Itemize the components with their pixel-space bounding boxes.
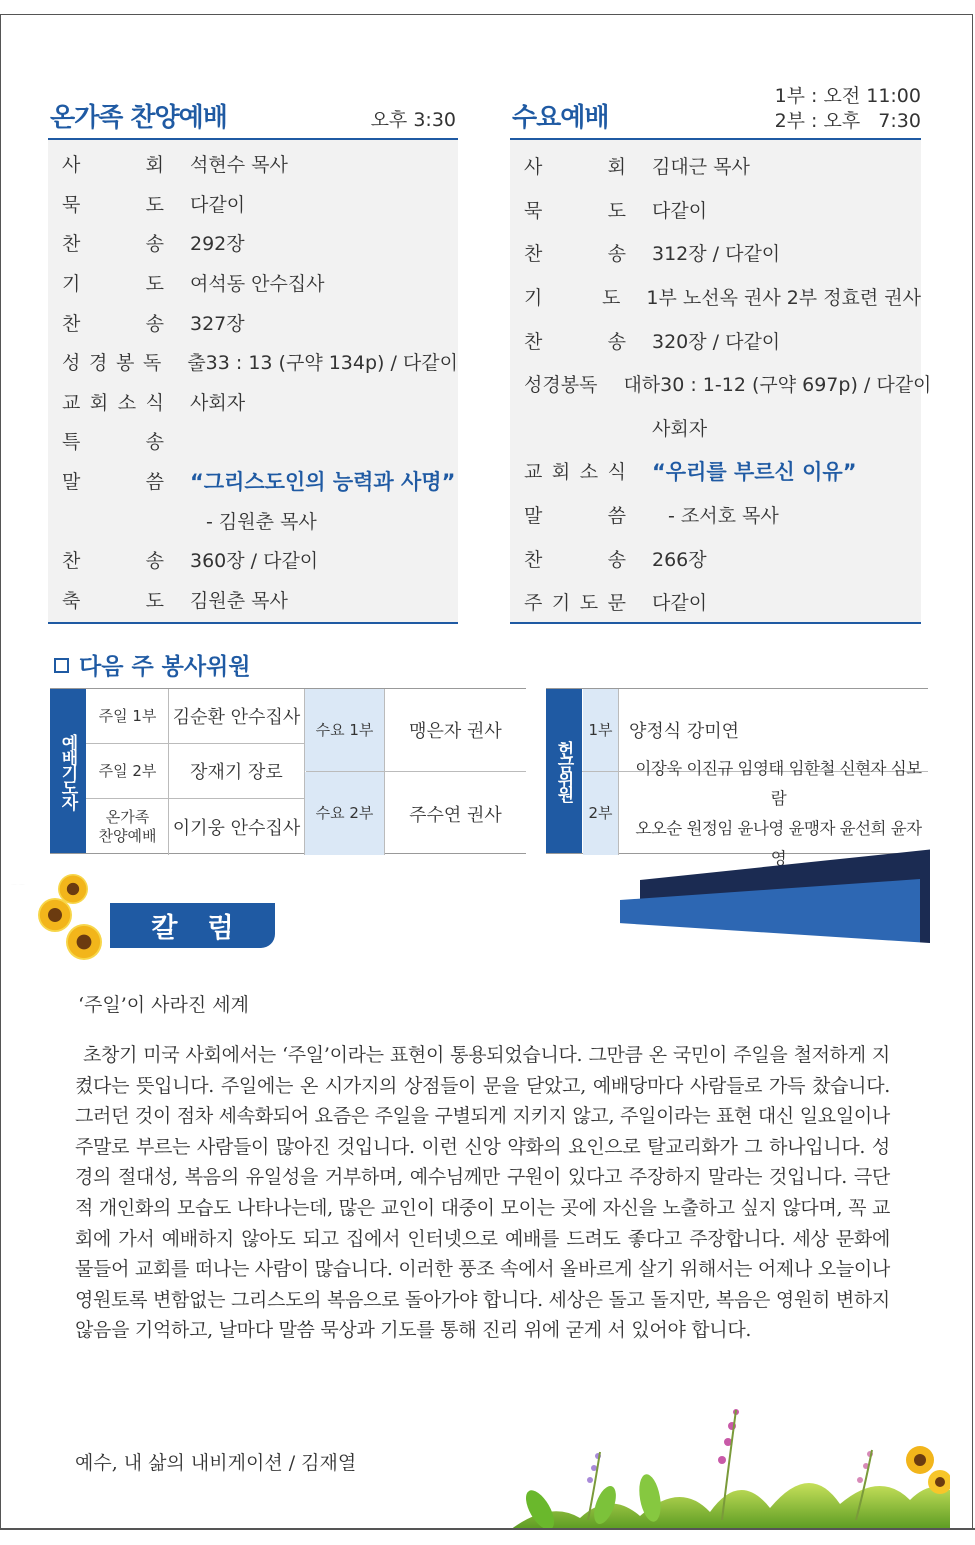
family-worship-name: 이기웅 안수집사	[172, 818, 301, 839]
order-label-char: 찬	[524, 330, 543, 353]
order-label-char: 도	[579, 592, 599, 615]
volunteers-heading	[54, 648, 251, 681]
order-label-char: 찬	[524, 548, 543, 571]
order-label-char: 회	[89, 391, 109, 414]
order-row	[510, 231, 921, 275]
order-value: 다같이	[652, 592, 708, 615]
family-label-line2: 찬양예배	[98, 827, 157, 845]
order-label	[510, 457, 640, 484]
order-label-char: 기	[551, 592, 571, 615]
order-label-char: 묵	[62, 193, 81, 216]
offering1-label: 1부	[583, 689, 618, 771]
order-label-char: 기	[524, 287, 543, 310]
order-value: 320장 / 다같이	[652, 330, 781, 353]
order-value: 대하30 : 1-12 (구약 697p) / 다같이	[623, 374, 932, 397]
wednesday-service-title: 수요예배	[512, 103, 609, 133]
order-label	[48, 467, 178, 494]
order-label	[48, 269, 178, 296]
order-label	[48, 388, 178, 415]
column-title: ‘주일’이 사라진 세계	[78, 994, 249, 1016]
wednesday-service-header	[510, 82, 921, 140]
order-row	[510, 275, 921, 319]
order-label	[48, 229, 178, 256]
order-label-char: 경	[542, 374, 561, 397]
order-label-char: 도	[145, 589, 164, 612]
order-row	[510, 318, 921, 362]
order-value: “우리를 부르신 이유”	[652, 459, 857, 484]
checkbox-square-icon	[54, 658, 69, 673]
sunday1-label: 주일 1부	[98, 706, 157, 725]
order-row	[48, 540, 458, 580]
order-row	[48, 263, 458, 303]
offering-side-label: 헌금위원	[546, 689, 582, 853]
order-label-char: 경	[88, 352, 108, 375]
order-row	[510, 536, 921, 580]
order-row	[48, 461, 458, 501]
wed2-label: 수요 2부	[305, 772, 384, 855]
grass-flowers-decoration	[510, 1400, 950, 1530]
sunday2-name: 장재기 장로	[190, 762, 283, 783]
order-row	[48, 223, 458, 263]
order-label	[510, 152, 640, 179]
order-label-char: 도	[607, 199, 626, 222]
order-label-char: 찬	[524, 243, 543, 266]
order-value: 다같이	[190, 193, 246, 216]
order-row	[48, 421, 458, 461]
order-label-char: 식	[607, 461, 626, 484]
order-label-char: 성	[62, 352, 81, 375]
wednesday-order-list	[510, 140, 932, 624]
order-label-char: 축	[62, 589, 81, 612]
order-label-char: 씀	[145, 471, 164, 494]
order-label	[48, 150, 178, 177]
order-row	[510, 580, 921, 624]
order-value: “그리스도인의 능력과 사명”	[190, 469, 456, 494]
afternoon-service-time: 오후 3:30	[370, 109, 456, 131]
order-label-char: 씀	[607, 505, 626, 528]
order-label-char: 봉	[115, 352, 135, 375]
order-value: 석현수 목사	[190, 154, 288, 177]
afternoon-order-list	[48, 140, 458, 624]
volunteers-title: 다음 주 봉사위원	[79, 654, 251, 680]
order-row	[48, 302, 458, 342]
sunflower-icon	[38, 898, 72, 932]
prayer-leaders-side-label: 예배기도자	[50, 689, 86, 853]
order-label	[510, 370, 611, 397]
order-value: 1부 노선옥 권사 2부 정효련 권사	[646, 287, 921, 310]
order-label	[510, 196, 640, 223]
order-value: 312장 / 다같이	[652, 243, 781, 266]
order-label-char: 회	[551, 461, 571, 484]
order-label-char: 회	[607, 156, 626, 179]
order-label-char: 말	[524, 505, 543, 528]
order-label-char: 송	[145, 312, 164, 335]
order-value: - 김원춘 목사	[206, 510, 317, 533]
order-label-char: 묵	[524, 199, 543, 222]
family-label-line1: 온가족	[105, 808, 150, 826]
order-label-char: 독	[142, 352, 162, 375]
order-label	[510, 283, 634, 310]
order-label-char: 회	[145, 154, 164, 177]
order-label-char: 주	[524, 592, 543, 615]
order-label-char: 교	[62, 391, 81, 414]
order-label-char: 송	[145, 233, 164, 256]
order-label-char: 교	[524, 461, 543, 484]
order-value: 사회자	[190, 391, 246, 414]
order-row	[48, 184, 458, 224]
sunday2-label: 주일 2부	[98, 761, 157, 780]
order-label-char: 봉	[560, 374, 580, 397]
order-value: 여석동 안수집사	[190, 273, 325, 296]
order-row	[510, 188, 921, 232]
order-label-char: 독	[579, 374, 598, 397]
order-label	[48, 427, 178, 454]
order-label-char: 식	[145, 391, 164, 414]
order-label-char: 송	[607, 548, 626, 571]
order-label-char: 말	[62, 471, 81, 494]
prayer-leaders-table	[50, 688, 526, 854]
order-row	[48, 342, 458, 382]
wed2-name: 주수연 권사	[409, 804, 502, 826]
offering1-names: 양정식 강미연	[629, 721, 740, 742]
order-label	[48, 586, 178, 613]
order-label	[510, 239, 640, 266]
order-value: 출33 : 13 (구약 134p) / 다같이	[187, 352, 458, 375]
offering-committee-table	[546, 688, 928, 868]
order-label	[48, 309, 178, 336]
order-label-char: 사	[62, 154, 81, 177]
sunflower-icon	[66, 924, 102, 960]
column-body: 초창기 미국 사회에서는 ‘주일’이라는 표현이 통용되었습니다. 그만큼 온 국민이 주일을 철저하게 지켰다는 뜻입니다. 주일에는 온 시가지의 상점들이 문을 닫았고, 예배당마다 사람들로 가득 찼습니다. 그러던 것이 점차 세속화되어 요즘은 주일을 구별되게 지키지 않고, 주일이라는 표현 대신 일요일이나 주말로 부르는 사람들이 많아진 것입니다. 이런 신앙 약화의 요인으로 탈교리화가 그 하나입니다. 성경의 절대성, 복음의 유일성을 거부하며, 예수님께만 구원이 있다고 주장하지 말라는 것입니다. 극단적 개인화의 모습도 나타나는데, 많은 교인이 대중이 모이는 곳에 자신을 노출하고 싶지 않다며, 꼭 교회에 가서 예배하지 않아도 되고 집에서 인터넷으로 예배를 드려도 좋다고 주장합니다. 세상 문화에 물들어 교회를 떠나는 사람이 많습니다. 이러한 풍조 속에서 올바르게 살기 위해서는 어제나 오늘이나 영원토록 변함없는 그리스도의 복음으로 돌아가야 합니다. 세상은 돌고 돌지만, 복음은 영원히 변하지 않음을 기억하고, 날마다 말씀 묵상과 기도를 통해 진리 위에 굳게 서 있어야 합니다.	[75, 1044, 890, 1342]
order-value: 김원춘 목사	[190, 589, 288, 612]
order-label-char: 찬	[62, 233, 81, 256]
order-value: 266장	[652, 548, 707, 571]
order-label-char: 도	[602, 287, 621, 310]
afternoon-service-title: 온가족 찬양예배	[50, 103, 227, 133]
wed1-name: 맹은자 권사	[409, 721, 502, 742]
order-label-char: 송	[145, 431, 164, 454]
order-value: 사회자	[652, 417, 708, 440]
order-value: - 조서호 목사	[668, 505, 779, 528]
order-row	[510, 144, 921, 188]
sunday1-name: 김순환 안수집사	[172, 707, 301, 728]
order-value: 327장	[190, 312, 245, 335]
order-row	[48, 580, 458, 620]
wed1-label: 수요 1부	[305, 689, 384, 771]
order-row	[48, 144, 458, 184]
order-value: 다같이	[652, 199, 708, 222]
afternoon-service-header	[48, 100, 458, 140]
order-label-char: 문	[607, 592, 626, 615]
order-label-char: 도	[145, 273, 164, 296]
afternoon-service	[48, 100, 458, 624]
offering2-names-line1: 이장욱 이진규 임영태 임한철 신현자 심보람	[635, 758, 922, 808]
order-label-char: 기	[62, 273, 81, 296]
order-label	[510, 327, 640, 354]
order-label-char: 소	[579, 461, 599, 484]
wednesday-service-time: 1부 : 오전 11:00 2부 : 오후 7:30	[774, 85, 921, 132]
order-row	[510, 362, 932, 406]
bottom-border	[0, 1528, 975, 1530]
order-label	[510, 588, 640, 615]
order-label	[510, 501, 640, 528]
order-label	[48, 546, 178, 573]
order-label-char: 성	[524, 374, 543, 397]
order-label-char: 찬	[62, 312, 81, 335]
order-row	[510, 449, 921, 493]
order-label	[48, 348, 175, 375]
column-tab: 칼럼	[110, 903, 275, 948]
order-label-char: 송	[607, 243, 626, 266]
order-row	[48, 500, 458, 540]
order-value: 김대근 목사	[652, 156, 750, 179]
family-worship-label	[87, 799, 168, 855]
order-row	[48, 382, 458, 422]
order-value: 292장	[190, 233, 245, 256]
offering2-label: 2부	[583, 772, 618, 855]
order-label-char: 도	[145, 193, 164, 216]
column-source: 예수, 내 삶의 내비게이션 / 김재열	[75, 1452, 357, 1474]
offering2-names	[619, 758, 928, 868]
order-row	[510, 406, 921, 450]
order-label-char: 송	[607, 330, 626, 353]
order-label-char: 특	[62, 431, 81, 454]
order-label-char: 찬	[62, 550, 81, 573]
order-label-char: 사	[524, 156, 543, 179]
order-label	[510, 545, 640, 572]
order-value: 360장 / 다같이	[190, 550, 319, 573]
wednesday-service	[510, 82, 932, 624]
order-label-char: 소	[117, 391, 137, 414]
offering2-names-line2: 오오순 원정임 윤나영 윤맹자 윤선희 윤자영	[635, 818, 922, 868]
order-label-char: 송	[145, 550, 164, 573]
order-row	[510, 493, 921, 537]
order-label	[48, 190, 178, 217]
